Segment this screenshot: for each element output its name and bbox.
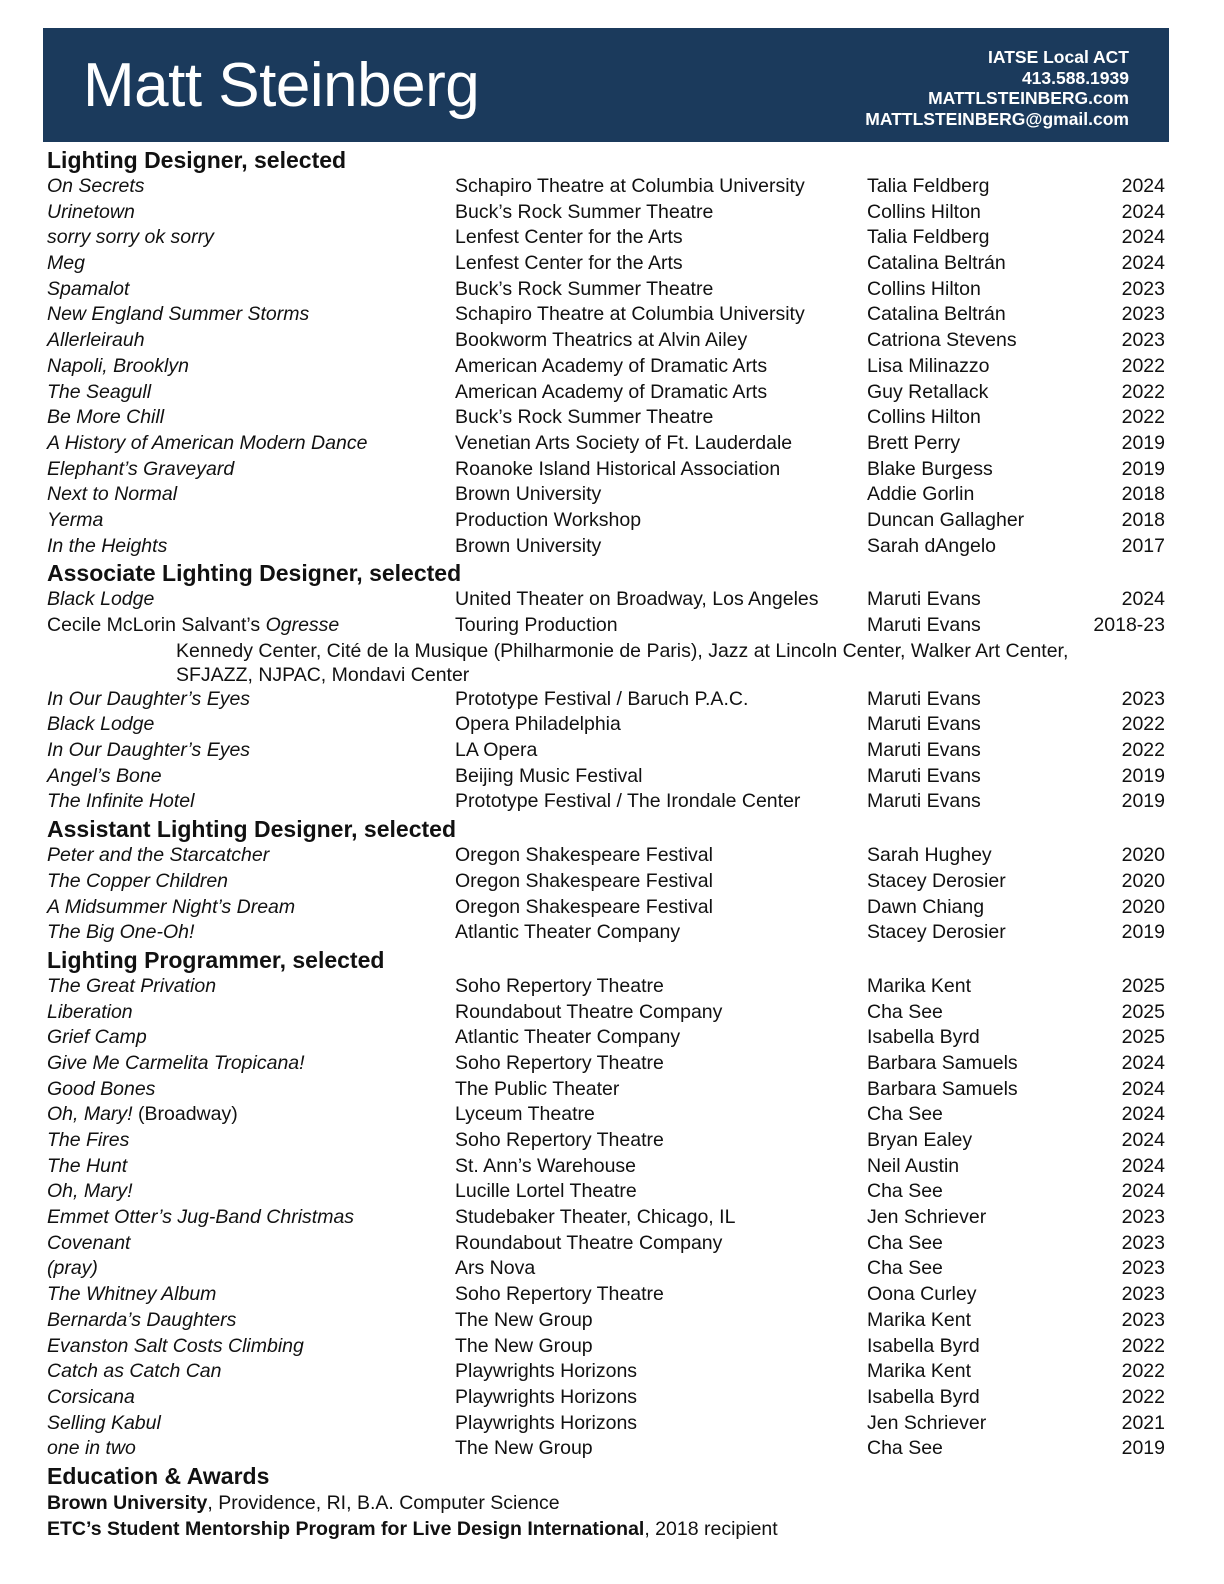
title-italic: Oh, Mary! bbox=[47, 1103, 133, 1126]
year: 2021 bbox=[1121, 1411, 1165, 1434]
credit-row bbox=[47, 251, 1167, 277]
production-title: Good Bones bbox=[47, 1077, 156, 1100]
year: 2019 bbox=[1121, 457, 1165, 480]
credit-row bbox=[47, 1359, 1167, 1385]
credit-row bbox=[47, 712, 1167, 738]
education-institution: ETC’s Student Mentorship Program for Live Design International bbox=[47, 1517, 645, 1540]
designer: Barbara Samuels bbox=[867, 1077, 1018, 1100]
year: 2024 bbox=[1121, 1051, 1165, 1074]
year: 2022 bbox=[1121, 1385, 1165, 1408]
credit-row bbox=[47, 431, 1167, 457]
year: 2022 bbox=[1121, 406, 1165, 429]
venue: Atlantic Theater Company bbox=[455, 1026, 681, 1049]
year: 2024 bbox=[1121, 200, 1165, 223]
designer: Cha See bbox=[867, 1180, 943, 1203]
credit-row bbox=[47, 1102, 1167, 1128]
venue: Playwrights Horizons bbox=[455, 1411, 638, 1434]
credit-row bbox=[47, 764, 1167, 790]
venue: Soho Repertory Theatre bbox=[455, 1129, 664, 1151]
production-title: Allerleirauh bbox=[47, 329, 145, 352]
section-title: Lighting Programmer, selected bbox=[47, 946, 385, 973]
year: 2024 bbox=[1121, 1103, 1165, 1126]
section-title: Associate Lighting Designer, selected bbox=[47, 560, 462, 587]
designer: Jen Schriever bbox=[867, 1206, 987, 1229]
designer: Maruti Evans bbox=[867, 614, 981, 636]
production-title: New England Summer Storms bbox=[47, 303, 310, 326]
designer: Addie Gorlin bbox=[867, 483, 975, 506]
venue: The New Group bbox=[455, 1308, 593, 1331]
designer: Catalina Beltrán bbox=[867, 252, 1006, 275]
production-title: Urinetown bbox=[47, 200, 135, 223]
venue: Schapiro Theatre at Columbia University bbox=[455, 175, 805, 197]
venue: Bookworm Theatrics at Alvin Ailey bbox=[455, 329, 748, 352]
education-item bbox=[47, 1516, 1167, 1542]
production-title: Bernarda’s Daughters bbox=[47, 1308, 237, 1331]
production-title: The Fires bbox=[47, 1129, 130, 1151]
designer: Stacey Derosier bbox=[867, 921, 1006, 944]
venue: Soho Repertory Theatre bbox=[455, 1051, 664, 1074]
title-italic: Ogresse bbox=[265, 614, 340, 636]
venue: Brown University bbox=[455, 483, 602, 506]
credit-row bbox=[47, 1436, 1167, 1462]
credit-row bbox=[47, 225, 1167, 251]
credit-row bbox=[47, 1000, 1167, 1026]
venue: Soho Repertory Theatre bbox=[455, 974, 664, 997]
production-title: Give Me Carmelita Tropicana! bbox=[47, 1051, 305, 1074]
designer: Isabella Byrd bbox=[867, 1334, 980, 1357]
production-title: Napoli, Brooklyn bbox=[47, 354, 189, 377]
designer: Sarah Hughey bbox=[867, 844, 992, 867]
credit-section bbox=[47, 559, 1167, 815]
designer: Lisa Milinazzo bbox=[867, 354, 990, 377]
production-title: one in two bbox=[47, 1437, 136, 1460]
credit-row bbox=[47, 1154, 1167, 1180]
education-section bbox=[47, 1462, 1167, 1542]
tour-venues-line: Kennedy Center, Cité de la Musique (Philharmonie de Paris), Jazz at Lincoln Center, Walker Art Center, bbox=[176, 639, 1069, 662]
venue: Oregon Shakespeare Festival bbox=[455, 844, 713, 867]
production-title: Angel’s Bone bbox=[47, 764, 162, 787]
production-title: (pray) bbox=[47, 1257, 98, 1280]
union-affiliation: IATSE Local ACT bbox=[988, 47, 1129, 67]
designer: Duncan Gallagher bbox=[867, 508, 1025, 531]
designer: Oona Curley bbox=[867, 1283, 977, 1306]
designer: Maruti Evans bbox=[867, 790, 981, 813]
credit-row bbox=[47, 1256, 1167, 1282]
credit-row bbox=[47, 277, 1167, 303]
designer: Guy Retallack bbox=[867, 380, 989, 403]
production-title: The Infinite Hotel bbox=[47, 790, 195, 813]
year: 2022 bbox=[1121, 739, 1165, 762]
production-title: In the Heights bbox=[47, 534, 168, 557]
designer: Collins Hilton bbox=[867, 277, 981, 300]
production-title: The Copper Children bbox=[47, 869, 229, 892]
venue: American Academy of Dramatic Arts bbox=[455, 380, 768, 403]
designer: Dawn Chiang bbox=[867, 895, 985, 918]
credit-row bbox=[47, 587, 1167, 613]
designer: Cha See bbox=[867, 1103, 943, 1126]
credit-section bbox=[47, 946, 1167, 1462]
designer: Neil Austin bbox=[867, 1154, 960, 1177]
venue: Playwrights Horizons bbox=[455, 1360, 638, 1383]
production-title: The Whitney Album bbox=[47, 1283, 217, 1306]
credit-row bbox=[47, 1077, 1167, 1103]
production-title: The Big One-Oh! bbox=[47, 921, 195, 944]
production-title: In Our Daughter’s Eyes bbox=[47, 687, 251, 710]
credit-row bbox=[47, 457, 1167, 483]
credit-row bbox=[47, 380, 1167, 406]
year: 2020 bbox=[1121, 869, 1165, 892]
credit-row bbox=[47, 613, 1167, 639]
credit-row bbox=[47, 1334, 1167, 1360]
credit-row bbox=[47, 534, 1167, 560]
year: 2023 bbox=[1121, 1257, 1165, 1280]
venue: The Public Theater bbox=[455, 1077, 620, 1100]
venue: LA Opera bbox=[455, 739, 538, 762]
education-detail: , Providence, RI, B.A. Computer Science bbox=[207, 1491, 560, 1514]
venue: Schapiro Theatre at Columbia University bbox=[455, 303, 805, 326]
credit-row bbox=[47, 843, 1167, 869]
year: 2018 bbox=[1121, 508, 1165, 531]
venue: Buck’s Rock Summer Theatre bbox=[455, 406, 714, 429]
designer: Cha See bbox=[867, 1000, 943, 1023]
year: 2024 bbox=[1121, 1077, 1165, 1100]
designer: Catriona Stevens bbox=[867, 329, 1017, 352]
production-title: Elephant’s Graveyard bbox=[47, 457, 235, 480]
designer: Collins Hilton bbox=[867, 406, 981, 429]
credit-row bbox=[47, 738, 1167, 764]
year: 2019 bbox=[1121, 1437, 1165, 1460]
credit-section bbox=[47, 815, 1167, 946]
credit-row bbox=[47, 974, 1167, 1000]
tour-venues-note bbox=[47, 639, 1167, 687]
year: 2024 bbox=[1121, 252, 1165, 275]
production-title: A History of American Modern Dance bbox=[47, 431, 368, 454]
website[interactable]: MATTLSTEINBERG.com bbox=[928, 88, 1129, 108]
year: 2025 bbox=[1121, 974, 1165, 997]
year: 2019 bbox=[1121, 921, 1165, 944]
year: 2024 bbox=[1121, 175, 1165, 197]
credit-row bbox=[47, 482, 1167, 508]
designer: Stacey Derosier bbox=[867, 869, 1006, 892]
production-title: In Our Daughter’s Eyes bbox=[47, 739, 251, 762]
production-title: On Secrets bbox=[47, 175, 145, 197]
phone-number: 413.588.1939 bbox=[1021, 67, 1129, 88]
resume-header bbox=[43, 28, 1169, 142]
designer: Bryan Ealey bbox=[867, 1129, 973, 1151]
contact-block bbox=[865, 47, 1129, 129]
credit-row bbox=[47, 1205, 1167, 1231]
year: 2018 bbox=[1121, 483, 1165, 506]
education-detail: , 2018 recipient bbox=[644, 1517, 778, 1540]
name-title: Matt Steinberg bbox=[83, 51, 480, 120]
year: 2017 bbox=[1121, 534, 1165, 557]
section-title: Assistant Lighting Designer, selected bbox=[47, 816, 456, 843]
production-title: Yerma bbox=[47, 508, 104, 531]
designer: Sarah dAngelo bbox=[867, 534, 997, 557]
venue: Playwrights Horizons bbox=[455, 1385, 638, 1408]
production-title: Meg bbox=[47, 252, 85, 275]
venue: Production Workshop bbox=[455, 508, 642, 531]
year: 2023 bbox=[1121, 329, 1165, 352]
production-title: Corsicana bbox=[47, 1385, 135, 1408]
production-title: A Midsummer Night’s Dream bbox=[47, 895, 296, 918]
venue: Buck’s Rock Summer Theatre bbox=[455, 277, 714, 300]
year: 2022 bbox=[1121, 713, 1165, 736]
credit-row bbox=[47, 354, 1167, 380]
credit-row bbox=[47, 1411, 1167, 1437]
production-title: The Seagull bbox=[47, 380, 152, 403]
production-title: Selling Kabul bbox=[47, 1411, 161, 1434]
year: 2022 bbox=[1121, 1360, 1165, 1383]
venue: Venetian Arts Society of Ft. Lauderdale bbox=[455, 431, 793, 454]
venue: The New Group bbox=[455, 1334, 593, 1357]
year: 2020 bbox=[1121, 895, 1165, 918]
credit-row bbox=[47, 869, 1167, 895]
year: 2023 bbox=[1121, 277, 1165, 300]
venue: St. Ann’s Warehouse bbox=[455, 1154, 637, 1177]
production-title: Emmet Otter’s Jug-Band Christmas bbox=[47, 1206, 355, 1229]
venue: Lenfest Center for the Arts bbox=[455, 252, 683, 275]
production-title bbox=[47, 1102, 238, 1128]
year: 2020 bbox=[1121, 844, 1165, 867]
venue: Beijing Music Festival bbox=[455, 764, 643, 787]
designer: Maruti Evans bbox=[867, 687, 981, 710]
credit-row bbox=[47, 895, 1167, 921]
designer: Catalina Beltrán bbox=[867, 303, 1006, 326]
year: 2019 bbox=[1121, 764, 1165, 787]
section-title: Lighting Designer, selected bbox=[47, 147, 347, 173]
year: 2022 bbox=[1121, 354, 1165, 377]
venue: Oregon Shakespeare Festival bbox=[455, 895, 713, 918]
production-title bbox=[47, 613, 339, 639]
venue: The New Group bbox=[455, 1437, 593, 1460]
designer: Collins Hilton bbox=[867, 200, 981, 223]
year: 2024 bbox=[1121, 1129, 1165, 1151]
credit-row bbox=[47, 1385, 1167, 1411]
designer: Brett Perry bbox=[867, 431, 961, 454]
production-title: Next to Normal bbox=[47, 483, 178, 506]
year: 2023 bbox=[1121, 1308, 1165, 1331]
credit-row bbox=[47, 1282, 1167, 1308]
credit-row bbox=[47, 200, 1167, 226]
production-title: Oh, Mary! bbox=[47, 1180, 133, 1203]
designer: Cha See bbox=[867, 1231, 943, 1254]
year: 2019 bbox=[1121, 790, 1165, 813]
production-title: Grief Camp bbox=[47, 1026, 147, 1049]
designer: Blake Burgess bbox=[867, 457, 993, 480]
designer: Jen Schriever bbox=[867, 1411, 987, 1434]
year: 2024 bbox=[1121, 1180, 1165, 1203]
tour-venues-line: SFJAZZ, NJPAC, Mondavi Center bbox=[176, 663, 470, 686]
designer: Isabella Byrd bbox=[867, 1385, 980, 1408]
designer: Barbara Samuels bbox=[867, 1051, 1018, 1074]
year: 2019 bbox=[1121, 431, 1165, 454]
credit-row bbox=[47, 405, 1167, 431]
production-title: Liberation bbox=[47, 1000, 133, 1023]
venue: Prototype Festival / Baruch P.A.C. bbox=[455, 687, 749, 710]
venue: Lucille Lortel Theatre bbox=[455, 1180, 637, 1203]
credit-row bbox=[47, 920, 1167, 946]
credit-row bbox=[47, 302, 1167, 328]
venue: Opera Philadelphia bbox=[455, 713, 621, 736]
credit-row bbox=[47, 508, 1167, 534]
year: 2024 bbox=[1121, 1154, 1165, 1177]
year: 2022 bbox=[1121, 380, 1165, 403]
designer: Isabella Byrd bbox=[867, 1026, 980, 1049]
production-title: Peter and the Starcatcher bbox=[47, 844, 270, 867]
designer: Marika Kent bbox=[867, 974, 972, 997]
production-title: The Hunt bbox=[47, 1154, 128, 1177]
production-title: Catch as Catch Can bbox=[47, 1360, 222, 1383]
production-title: Black Lodge bbox=[47, 713, 155, 736]
venue: Roundabout Theatre Company bbox=[455, 1000, 723, 1023]
designer: Maruti Evans bbox=[867, 739, 981, 762]
venue: Lenfest Center for the Arts bbox=[455, 226, 683, 249]
credit-row bbox=[47, 687, 1167, 713]
venue: Roanoke Island Historical Association bbox=[455, 457, 781, 480]
venue: Atlantic Theater Company bbox=[455, 921, 681, 944]
year: 2025 bbox=[1121, 1000, 1165, 1023]
credit-row bbox=[47, 1179, 1167, 1205]
venue: Prototype Festival / The Irondale Center bbox=[455, 790, 801, 813]
year: 2022 bbox=[1121, 1334, 1165, 1357]
credit-row bbox=[47, 1025, 1167, 1051]
designer: Maruti Evans bbox=[867, 713, 981, 736]
venue: United Theater on Broadway, Los Angeles bbox=[455, 588, 819, 611]
production-title: sorry sorry ok sorry bbox=[47, 226, 214, 249]
credit-row bbox=[47, 1128, 1167, 1154]
venue: Ars Nova bbox=[455, 1257, 536, 1280]
venue: Touring Production bbox=[455, 614, 618, 636]
credit-row bbox=[47, 1051, 1167, 1077]
credit-section bbox=[47, 146, 1167, 559]
year: 2024 bbox=[1121, 588, 1165, 611]
designer: Talia Feldberg bbox=[867, 175, 990, 197]
venue: Soho Repertory Theatre bbox=[455, 1283, 664, 1306]
designer: Maruti Evans bbox=[867, 588, 981, 611]
production-title: Be More Chill bbox=[47, 406, 165, 429]
education-item bbox=[47, 1490, 1167, 1516]
year: 2018-23 bbox=[1093, 614, 1165, 636]
year: 2023 bbox=[1121, 1231, 1165, 1254]
production-title: Spamalot bbox=[47, 277, 130, 300]
year: 2023 bbox=[1121, 1283, 1165, 1306]
year: 2025 bbox=[1121, 1026, 1165, 1049]
year: 2024 bbox=[1121, 226, 1165, 249]
year: 2023 bbox=[1121, 303, 1165, 326]
email[interactable]: MATTLSTEINBERG@gmail.com bbox=[865, 108, 1129, 129]
venue: Roundabout Theatre Company bbox=[455, 1231, 723, 1254]
designer: Cha See bbox=[867, 1437, 943, 1460]
credit-row bbox=[47, 174, 1167, 200]
venue: American Academy of Dramatic Arts bbox=[455, 354, 768, 377]
credit-row bbox=[47, 1231, 1167, 1257]
venue: Brown University bbox=[455, 534, 602, 557]
venue: Buck’s Rock Summer Theatre bbox=[455, 200, 714, 223]
education-institution: Brown University bbox=[47, 1491, 208, 1514]
year: 2023 bbox=[1121, 1206, 1165, 1229]
venue: Studebaker Theater, Chicago, IL bbox=[455, 1206, 736, 1229]
production-title: Covenant bbox=[47, 1231, 131, 1254]
year: 2023 bbox=[1121, 687, 1165, 710]
section-title: Education & Awards bbox=[47, 1462, 270, 1489]
designer: Marika Kent bbox=[867, 1360, 972, 1383]
production-title: Black Lodge bbox=[47, 588, 155, 611]
title-prefix: Cecile McLorin Salvant’s bbox=[47, 614, 266, 636]
venue: Lyceum Theatre bbox=[455, 1103, 595, 1126]
designer: Marika Kent bbox=[867, 1308, 972, 1331]
credit-row bbox=[47, 1308, 1167, 1334]
venue: Oregon Shakespeare Festival bbox=[455, 869, 713, 892]
designer: Talia Feldberg bbox=[867, 226, 990, 249]
production-title: Evanston Salt Costs Climbing bbox=[47, 1334, 304, 1357]
credit-row bbox=[47, 789, 1167, 815]
designer: Maruti Evans bbox=[867, 764, 981, 787]
title-suffix: (Broadway) bbox=[132, 1103, 238, 1126]
credit-row bbox=[47, 328, 1167, 354]
production-title: The Great Privation bbox=[47, 974, 217, 997]
designer: Cha See bbox=[867, 1257, 943, 1280]
resume-body bbox=[47, 146, 1167, 1542]
